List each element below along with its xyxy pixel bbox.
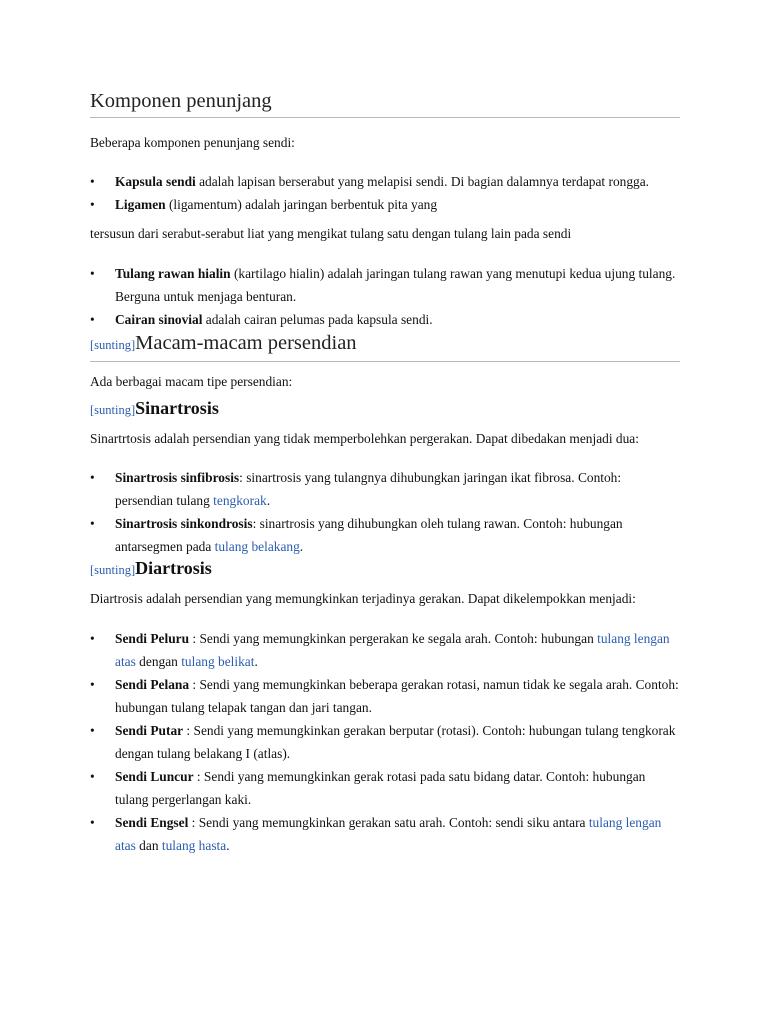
bullet-icon: • <box>90 266 95 281</box>
bullet-icon: • <box>90 631 95 646</box>
bullet-icon: • <box>90 677 95 692</box>
list-komponen-a <box>90 170 680 216</box>
bullet-icon: • <box>90 516 95 531</box>
term: Sinartrosis sinkondrosis <box>115 516 253 531</box>
continuation-text: tersusun dari serabut-serabut liat yang mengikat tulang satu dengan tulang lain pada sendi <box>90 226 572 241</box>
list-item <box>90 765 680 811</box>
intro-komponen: Beberapa komponen penunjang sendi: <box>90 135 295 150</box>
list-diartrosis <box>90 627 680 857</box>
list-item <box>90 170 680 193</box>
item-text: : Sendi yang memungkinkan pergerakan ke segala arah. Contoh: hubungan <box>189 631 598 646</box>
item-text: (kartilago hialin) adalah jaringan tulang rawan yang menutupi kedua ujung tulang. Berguna untuk menjaga benturan. <box>115 266 676 304</box>
edit-link[interactable]: [sunting] <box>90 338 136 352</box>
link-tulang-lengan-atas-2[interactable]: tulang lengan atas <box>115 815 662 853</box>
heading-komponen-penunjang: Komponen penunjang <box>90 88 680 118</box>
link-tulang-lengan-atas[interactable]: tulang lengan atas <box>115 631 670 669</box>
link-tulang-hasta[interactable]: tulang hasta <box>161 838 227 853</box>
intro-diartrosis: Diartrosis adalah persendian yang memungkinkan terjadinya gerakan. Dapat dikelempokkan menjadi: <box>90 591 636 606</box>
item-text: dengan <box>135 654 182 669</box>
item-text: : sinartrosis yang tulangnya dihubungkan jaringan ikat fibrosa. Contoh: persendian tulang <box>115 470 622 508</box>
link-tengkorak[interactable]: tengkorak <box>213 493 267 508</box>
bullet-icon: • <box>90 470 95 485</box>
heading-text: Diartrosis <box>135 558 212 578</box>
bullet-icon: • <box>90 815 95 830</box>
item-tail: . <box>254 654 258 669</box>
item-text: : Sendi yang memungkinkan beberapa gerakan rotasi, namun tidak ke segala arah. Contoh: hubungan tulang telapak tangan dan jari tangan. <box>115 677 679 715</box>
term: Kapsula sendi <box>115 174 196 189</box>
list-sinartrosis <box>90 466 680 558</box>
list-item <box>90 193 680 216</box>
list-komponen-b <box>90 262 680 331</box>
link-tulang-belakang[interactable]: tulang belakang <box>214 539 300 554</box>
intro-macam: Ada berbagai macam tipe persendian: <box>90 374 293 389</box>
term: Sendi Pelana <box>115 677 190 692</box>
heading-sinartrosis <box>90 397 219 421</box>
item-text: : sinartrosis yang dihubungkan oleh tulang rawan. Contoh: hubungan antarsegmen pada <box>115 516 623 554</box>
list-item <box>90 262 680 308</box>
item-text: : Sendi yang memungkinkan gerak rotasi pada satu bidang datar. Contoh: hubungan tulang pergerlangan kaki. <box>115 769 646 807</box>
term: Sendi Putar <box>115 723 184 738</box>
heading-text: Sinartrosis <box>135 398 219 418</box>
bullet-icon: • <box>90 174 95 189</box>
list-item <box>90 719 680 765</box>
link-tulang-belikat[interactable]: tulang belikat <box>181 654 255 669</box>
item-text: adalah lapisan berserabut yang melapisi sendi. Di bagian dalamnya terdapat rongga. <box>195 174 650 189</box>
bullet-icon: • <box>90 312 95 327</box>
heading-diartrosis <box>90 557 212 581</box>
item-text: : Sendi yang memungkinkan gerakan berputar (rotasi). Contoh: hubungan tulang tengkorak dengan tulang belakang I (atlas). <box>115 723 676 761</box>
edit-link[interactable]: [sunting] <box>90 563 136 577</box>
heading-macam-persendian <box>90 330 680 362</box>
term: Ligamen <box>115 197 166 212</box>
list-item <box>90 466 680 512</box>
bullet-icon: • <box>90 723 95 738</box>
list-item <box>90 308 680 331</box>
list-item <box>90 512 680 558</box>
item-text: (ligamentum) adalah jaringan berbentuk pita yang <box>165 197 438 212</box>
bullet-icon: • <box>90 197 95 212</box>
intro-sinartrosis: Sinartrtosis adalah persendian yang tidak memperbolehkan pergerakan. Dapat dibedakan menjadi dua: <box>90 431 639 446</box>
item-tail: . <box>226 838 230 853</box>
term: Sendi Engsel <box>115 815 189 830</box>
list-item <box>90 811 680 857</box>
heading-text: Macam-macam persendian <box>135 332 357 354</box>
term: Sinartrosis sinfibrosis <box>115 470 240 485</box>
item-text: adalah cairan pelumas pada kapsula sendi. <box>202 312 433 327</box>
term: Cairan sinovial <box>115 312 203 327</box>
item-tail: . <box>266 493 271 508</box>
term: Sendi Luncur <box>115 769 194 784</box>
item-text: dan <box>135 838 162 853</box>
item-text: : Sendi yang memungkinkan gerakan satu arah. Contoh: sendi siku antara <box>188 815 589 830</box>
list-item <box>90 673 680 719</box>
list-item <box>90 627 680 673</box>
term: Tulang rawan hialin <box>115 266 231 281</box>
term: Sendi Peluru <box>115 631 190 646</box>
bullet-icon: • <box>90 769 95 784</box>
item-tail: . <box>299 539 304 554</box>
edit-link[interactable]: [sunting] <box>90 403 136 417</box>
